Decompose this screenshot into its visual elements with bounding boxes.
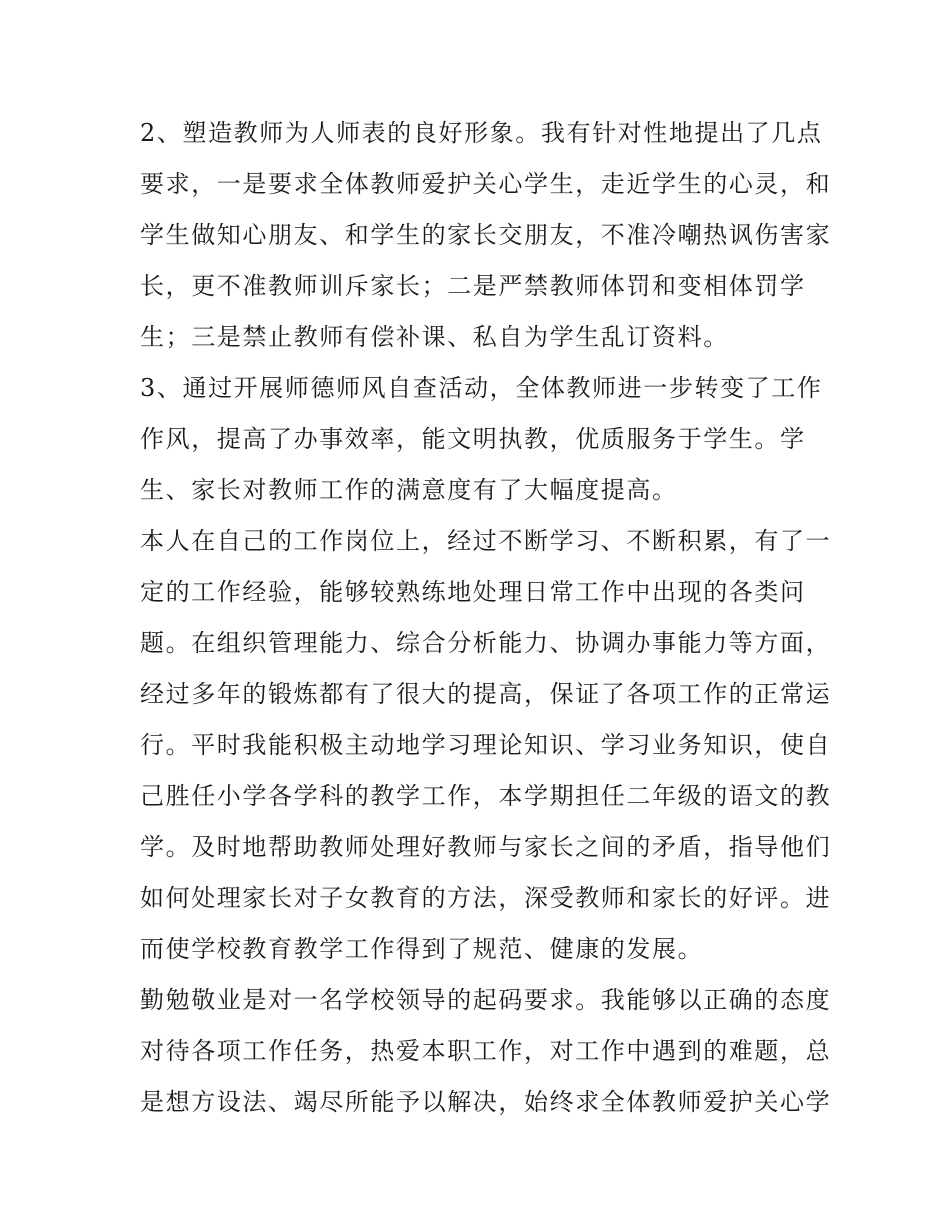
- text-line: 长，更不准教师训斥家长；二是严禁教师体罚和变相体罚学: [140, 272, 806, 300]
- text-line: 作风，提高了办事效率，能文明执教，优质服务于学生。学: [140, 425, 806, 453]
- text-line: 3、通过开展师德师风自查活动，全体教师进一步转变了工作: [140, 374, 823, 402]
- text-line: 2、塑造教师为人师表的良好形象。我有针对性地提出了几点: [140, 119, 823, 147]
- text-line: 经过多年的锻炼都有了很大的提高，保证了各项工作的正常运: [140, 680, 832, 708]
- text-line: 对待各项工作任务，热爱本职工作，对工作中遇到的难题，总: [140, 1037, 832, 1065]
- text-line: 要求，一是要求全体教师爱护关心学生，走近学生的心灵，和: [140, 170, 832, 198]
- text-line: 而使学校教育教学工作得到了规范、健康的发展。: [140, 935, 704, 963]
- text-line: 生；三是禁止教师有偿补课、私自为学生乱订资料。: [140, 323, 729, 351]
- text-line: 行。平时我能积极主动地学习理论知识、学习业务知识，使自: [140, 731, 832, 759]
- body-text: [140, 108, 832, 1128]
- text-line: 学。及时地帮助教师处理好教师与家长之间的矛盾，指导他们: [140, 833, 832, 861]
- text-line: 是想方设法、竭尽所能予以解决，始终求全体教师爱护关心学: [140, 1088, 832, 1116]
- text-line: 生、家长对教师工作的满意度有了大幅度提高。: [140, 476, 678, 504]
- text-line: 题。在组织管理能力、综合分析能力、协调办事能力等方面，: [140, 629, 832, 657]
- text-line: 学生做知心朋友、和学生的家长交朋友，不准冷嘲热讽伤害家: [140, 221, 832, 249]
- text-line: 本人在自己的工作岗位上，经过不断学习、不断积累，有了一: [140, 527, 832, 555]
- text-line: 定的工作经验，能够较熟练地处理日常工作中出现的各类问: [140, 578, 806, 606]
- text-line: 如何处理家长对子女教育的方法，深受教师和家长的好评。进: [140, 884, 832, 912]
- text-line: 勤勉敬业是对一名学校领导的起码要求。我能够以正确的态度: [140, 986, 832, 1014]
- text-line: 己胜任小学各学科的教学工作，本学期担任二年级的语文的教: [140, 782, 832, 810]
